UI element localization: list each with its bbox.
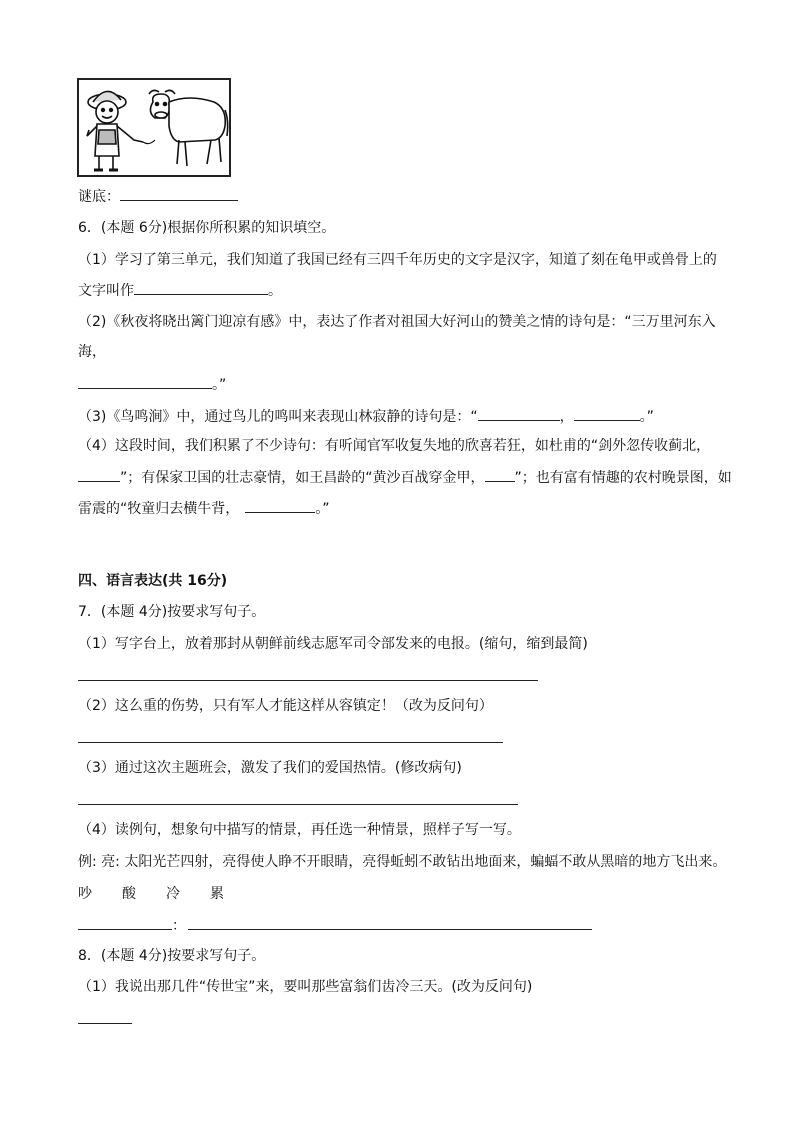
boy-and-ox-illustration: [79, 80, 229, 175]
boy-figure-icon: [87, 91, 143, 170]
q6-part4-text1: ”；有保家卫国的壮志豪情，如王昌龄的“黄沙百战穿金甲，: [120, 470, 485, 486]
q6-part3-suffix: 。”: [639, 409, 654, 425]
q7-part4: （4）读例句，想象句中描写的情景，再任选一种情景，照样子写一写。: [78, 822, 521, 838]
q6-part3-line: [78, 406, 654, 427]
q6-part4-blank2[interactable]: [485, 467, 515, 482]
q6-part4-blank3[interactable]: [245, 498, 315, 513]
q6-part1-suffix: 。: [268, 283, 282, 299]
q7-part2-answer-line[interactable]: [78, 742, 503, 743]
q6-part4-line1: （4）这段时间，我们积累了不少诗句：有听闻官军收复失地的欣喜若狂，如杜甫的“剑外忽传收蓟北，: [78, 438, 711, 454]
q8-part1: （1）我说出那几件“传世宝”来，要叫那些富翁们齿冷三天。(改为反问句): [78, 979, 533, 995]
section4-heading: 四、语言表达(共 16分): [78, 573, 228, 589]
q7-part2: （2）这么重的伤势，只有军人才能这样从容镇定！（改为反问句）: [78, 698, 493, 714]
word-option: 酸: [122, 886, 136, 902]
q6-part4-prefix3: 雷震的“牧童归去横牛背，: [78, 501, 240, 517]
ox-figure-icon: [149, 90, 228, 166]
q6-part4-blank1[interactable]: [78, 467, 120, 482]
q6-part2-line3: [78, 374, 226, 395]
word-option: 冷: [166, 886, 180, 902]
q7-part4-answer-line: [78, 915, 592, 936]
q7-part1-answer-line[interactable]: [78, 680, 538, 681]
riddle-answer-line: [78, 186, 238, 207]
q6-part1-blank[interactable]: [134, 280, 268, 295]
q6-part1-prefix: 文字叫作: [78, 283, 134, 299]
word-option: 累: [210, 886, 224, 902]
q6-part1-line1: （1）学习了第三单元，我们知道了我国已经有三四千年历史的文字是汉字，知道了刻在龟甲或兽骨上的: [78, 252, 717, 268]
q6-part4-line2: [78, 467, 732, 488]
q6-part3-blank2[interactable]: [574, 406, 640, 421]
q7-heading: 7．(本题 4分)按要求写句子。: [78, 604, 266, 620]
q6-part2-suffix: 。”: [212, 377, 227, 393]
q6-part4-line3: [78, 498, 330, 519]
q8-part1-answer-line[interactable]: [78, 1023, 132, 1024]
q6-part1-line2: [78, 280, 282, 301]
q6-part2-line1: （2)《秋夜将晓出篱门迎凉有感》中，表达了作者对祖国大好河山的赞美之情的诗句是：“三万里河东入: [78, 314, 716, 330]
riddle-answer-blank[interactable]: [120, 186, 238, 201]
q7-part3: （3）通过这次主题班会，激发了我们的爱国热情。(修改病句): [78, 760, 462, 776]
q7-example: 例: 亮: 太阳光芒四射，亮得使人睁不开眼睛，亮得蚯蚓不敢钻出地面来，蝙蝠不敢从黑暗的地方飞出来。: [78, 854, 727, 870]
q6-part3-prefix: （3)《鸟鸣涧》中，通过鸟儿的鸣叫来表现山林寂静的诗句是：“: [78, 409, 478, 425]
q8-heading: 8．(本题 4分)按要求写句子。: [78, 948, 266, 964]
q7-word-blank[interactable]: [78, 915, 172, 930]
q7-word-options: [78, 884, 254, 904]
q6-part3-mid: ，: [559, 409, 574, 425]
riddle-picture: [77, 78, 231, 177]
q7-part1: （1）写字台上，放着那封从朝鲜前线志愿军司令部发来的电报。(缩句，缩到最简): [78, 636, 588, 652]
q6-part2-blank[interactable]: [78, 374, 212, 389]
q6-part2-line2: 海，: [78, 344, 106, 360]
word-option: 吵: [78, 886, 92, 902]
q7-colon: ：: [172, 918, 186, 934]
q7-part3-answer-line[interactable]: [78, 804, 518, 805]
q6-part4-suffix3: 。”: [315, 501, 330, 517]
q6-heading: 6．(本题 6分)根据你所积累的知识填空。: [78, 220, 336, 236]
q7-sentence-blank[interactable]: [188, 915, 592, 930]
q6-part3-blank1[interactable]: [478, 406, 560, 421]
riddle-answer-label: 谜底：: [78, 189, 120, 205]
q6-part4-text2: ”；也有富有情趣的农村晚景图，如: [514, 470, 732, 486]
